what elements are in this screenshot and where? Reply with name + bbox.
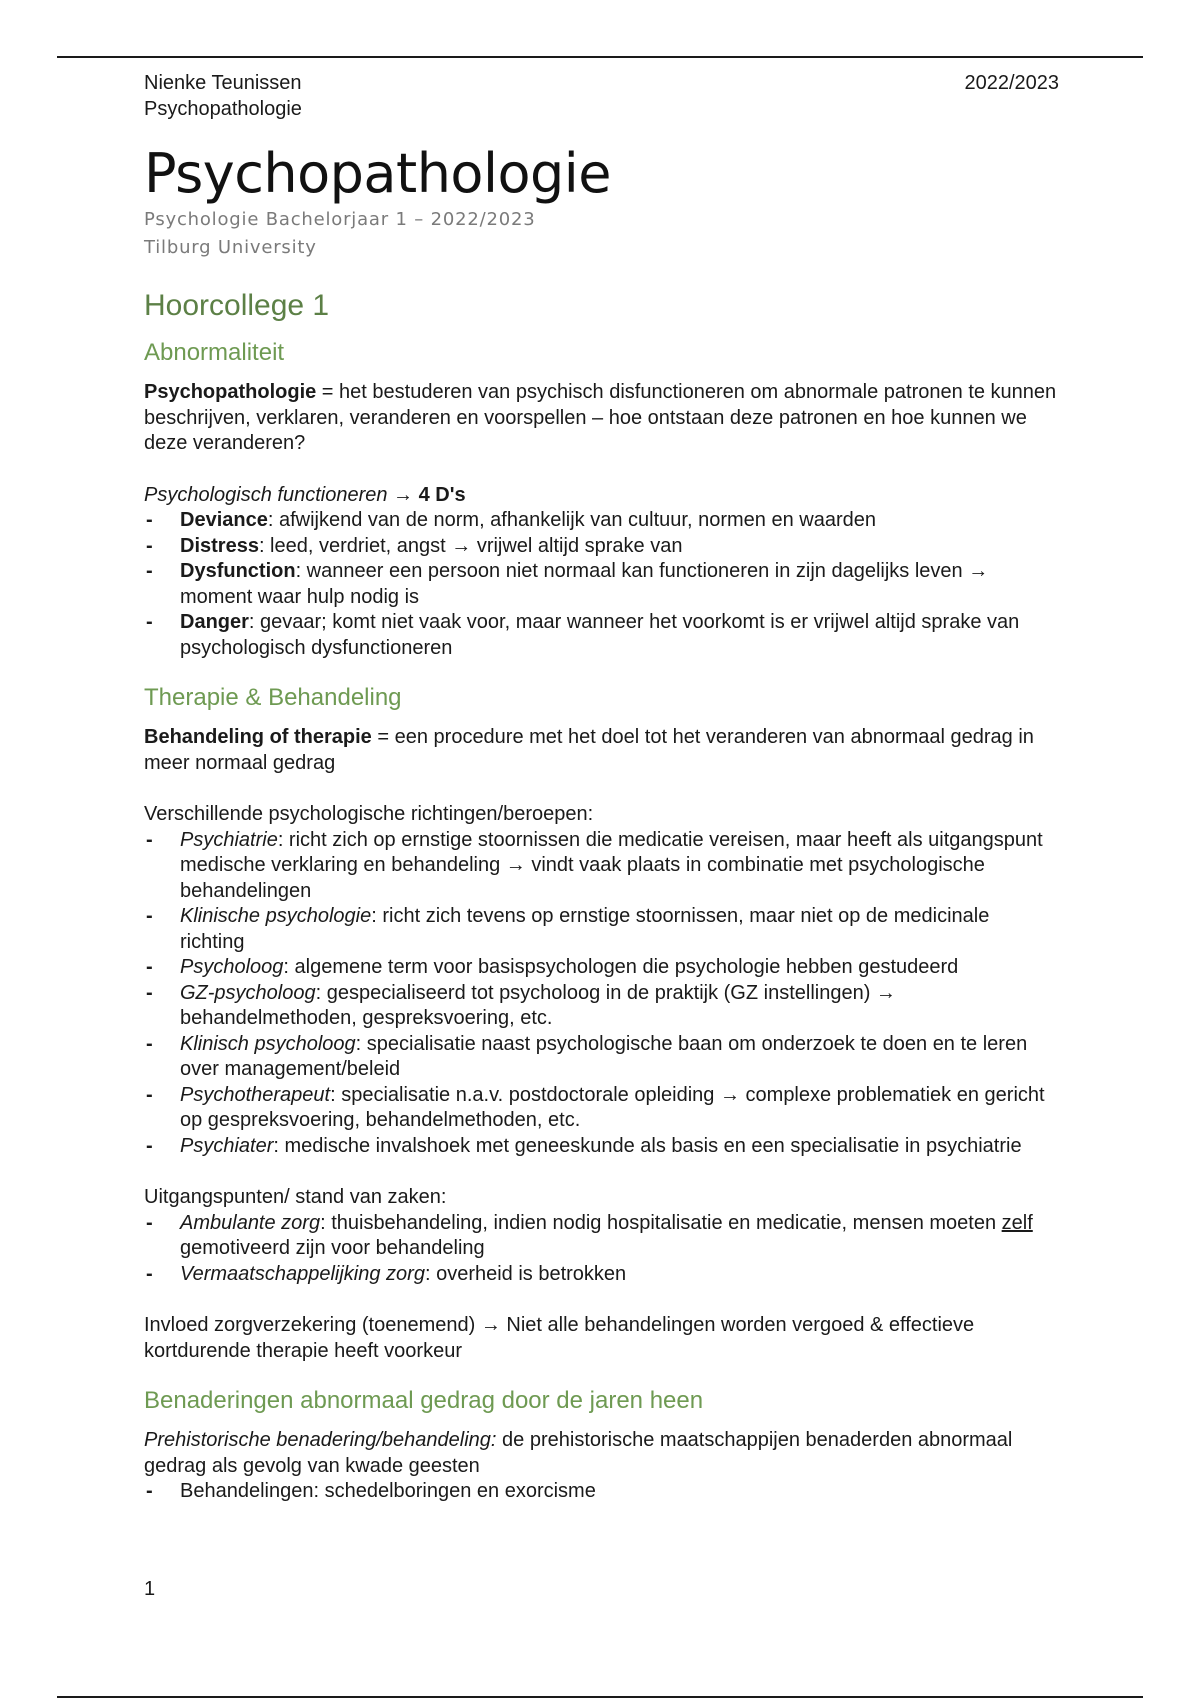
item-text: : overheid is betrokken — [424, 1262, 627, 1285]
header-author: Nienke Teunissen — [144, 72, 302, 94]
list-item — [144, 534, 1059, 560]
item-text: : richt zich tevens op ernstige stoornissen, maar niet op de medicinale richting — [180, 905, 990, 953]
underlined-word: zelf — [1001, 1211, 1033, 1234]
item-term: Deviance — [180, 509, 268, 531]
list-item — [144, 1262, 1059, 1288]
definition-text: = het bestuderen van psychisch disfunctioneren om abnormale patronen te kunnen beschrijven, verklaren, veranderen en voorspellen – hoe ontstaan deze patronen en hoe kunnen we deze veranderen? — [144, 381, 1057, 454]
list-item — [144, 904, 1059, 955]
item-term: Danger — [180, 611, 249, 633]
benaderingen-list — [144, 1479, 1059, 1505]
item-text: : leed, verdriet, angst → vrijwel altijd sprake van — [258, 534, 683, 557]
heading-abnormaliteit: Abnormaliteit — [144, 339, 285, 366]
uitgangspunten-list — [144, 1211, 1059, 1288]
bottom-rule — [57, 1696, 1143, 1698]
item-term: Psychotherapeut — [180, 1083, 331, 1106]
item-text: : wanneer een persoon niet normaal kan functioneren in zijn dagelijks leven → moment waar hulp nodig is — [180, 560, 989, 608]
item-text: : specialisatie naast psychologische baan om onderzoek te doen en te leren over management/beleid — [180, 1032, 1028, 1080]
arrow-glyph: → — [387, 483, 419, 506]
richtingen-list — [144, 828, 1059, 1160]
richtingen-intro: Verschillende psychologische richtingen/beroepen: — [144, 803, 594, 825]
item-term: Ambulante zorg — [180, 1211, 321, 1234]
item-term: GZ-psycholoog — [180, 981, 316, 1004]
four-ds-list — [144, 508, 1059, 661]
document-institution: Tilburg University — [144, 237, 317, 258]
list-item — [144, 508, 1059, 534]
running-header — [144, 70, 1059, 122]
prehistorisch-text: de prehistorische maatschappijen benaderden abnormaal gedrag als gevolg van kwade geesten — [144, 1429, 1013, 1477]
item-text: gemotiveerd zijn voor behandeling — [180, 1237, 485, 1259]
item-term: Dysfunction — [180, 560, 296, 582]
item-text: : algemene term voor basispsychologen die psychologie hebben gestudeerd — [283, 956, 959, 978]
list-item — [144, 559, 1059, 610]
definition-text: = een procedure met het doel tot het veranderen van abnormaal gedrag in meer normaal gedrag — [144, 726, 1034, 774]
definition-term: Psychopathologie — [144, 381, 317, 403]
list-item — [144, 955, 1059, 981]
definition-term: Behandeling of therapie — [144, 726, 372, 748]
document-subtitle: Psychologie Bachelorjaar 1 – 2022/2023 — [144, 209, 536, 230]
item-term: Klinisch psycholoog — [180, 1032, 356, 1055]
item-text: : richt zich op ernstige stoornissen die medicatie vereisen, maar heeft als uitgangspunt medische verklaring en behandeling → vindt vaak plaats in combinatie met psychologische behandelingen — [180, 828, 1043, 902]
item-text: : gevaar; komt niet vaak voor, maar wanneer het voorkomt is er vrijwel altijd sprake van psychologisch dysfunctioneren — [180, 611, 1020, 659]
item-text: : medische invalshoek met geneeskunde als basis en een specialisatie in psychiatrie — [273, 1134, 1022, 1157]
heading-benaderingen: Benaderingen abnormaal gedrag door de jaren heen — [144, 1387, 704, 1414]
item-text: : specialisatie n.a.v. postdoctorale opleiding → complexe problematiek en gericht op gespreksvoering, behandelmethoden, etc. — [180, 1083, 1045, 1131]
item-term: Psycholoog — [180, 956, 284, 978]
list-item — [144, 1134, 1059, 1160]
functioneren-intro — [144, 483, 1059, 509]
list-item — [144, 828, 1059, 905]
item-term: Psychiatrie — [180, 828, 278, 851]
item-term: Vermaatschappelijking zorg — [180, 1262, 425, 1285]
definition-psychopathologie — [144, 380, 1059, 457]
header-course: Psychopathologie — [144, 98, 302, 120]
item-text: : thuisbehandeling, indien nodig hospitalisatie en medicatie, mensen moeten — [320, 1211, 1002, 1234]
prehistorisch-paragraph — [144, 1428, 1059, 1479]
item-term: Distress — [180, 534, 259, 557]
prehistorisch-term: Prehistorische benadering/behandeling: — [144, 1429, 497, 1451]
uitgangspunten-intro: Uitgangspunten/ stand van zaken: — [144, 1186, 447, 1208]
four-ds-label: 4 D's — [418, 483, 466, 506]
item-text: : gespecialiseerd tot psycholoog in de praktijk (GZ instellingen) → behandelmethoden, gespreksvoering, etc. — [180, 981, 896, 1029]
list-item: - Behandelingen: schedelboringen en exorcisme — [144, 1479, 1059, 1505]
document-title: Psychopathologie — [144, 142, 612, 205]
definition-behandeling — [144, 725, 1059, 776]
document-page — [144, 70, 1059, 1505]
list-item — [144, 1032, 1059, 1083]
top-rule — [57, 56, 1143, 58]
item-term: Psychiater — [180, 1134, 274, 1157]
functioneren-label: Psychologisch functioneren — [144, 483, 388, 506]
list-item — [144, 1211, 1059, 1262]
invloed-paragraph: Invloed zorgverzekering (toenemend) → Niet alle behandelingen worden vergoed & effectieve kortdurende therapie heeft voorkeur — [144, 1314, 975, 1362]
list-item — [144, 981, 1059, 1032]
list-item — [144, 610, 1059, 661]
page-number: 1 — [144, 1578, 156, 1600]
item-term: Klinische psychologie — [180, 905, 372, 927]
list-item — [144, 1083, 1059, 1134]
item-text: : afwijkend van de norm, afhankelijk van cultuur, normen en waarden — [267, 509, 876, 531]
heading-hoorcollege: Hoorcollege 1 — [144, 289, 330, 322]
heading-therapie: Therapie & Behandeling — [144, 684, 402, 711]
header-year: 2022/2023 — [964, 72, 1059, 94]
